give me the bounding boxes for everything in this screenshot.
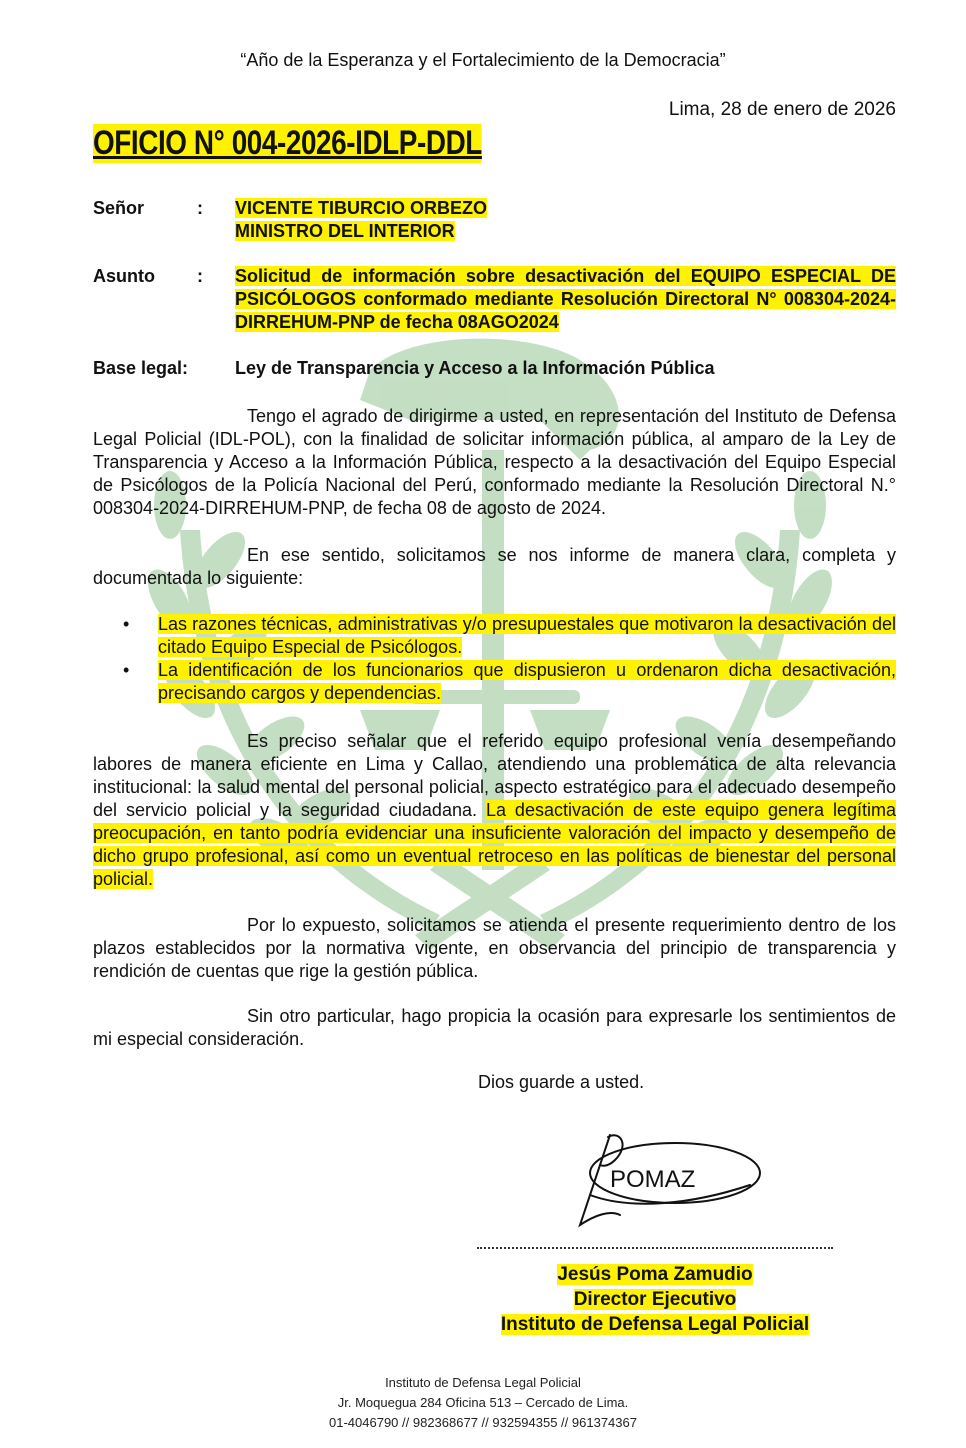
bullet-icon: • [123,614,130,634]
request-list [93,613,896,705]
legal-basis-block [93,357,896,381]
footer-phones: 01-4046790 // 982368677 // 932594355 // 961374367 [329,1415,637,1430]
subject-text: Solicitud de información sobre desactivación del EQUIPO ESPECIAL DE PSICÓLOGOS conformado mediante Resolución Directoral N° 008304-2024-DIRREHUM-PNP de fecha 08AGO2024 [235,266,896,332]
recipient-name: VICENTE TIBURCIO ORBEZO [235,198,488,218]
signer-block [460,1262,850,1337]
paragraph-1-text: Tengo el agrado de dirigirme a usted, en representación del Instituto de Defensa Legal Policial (IDL-POL), con la finalidad de solicitar información pública, al amparo de la Ley de Transparencia y Acceso a la Información Pública, respecto a la desactivación del Equipo Especial de Psicólogos de la Policía Nacional del Perú, conformado mediante la Resolución Directoral N.° 008304-2024-DIRREHUM-PNP, de fecha 08 de agosto de 2024. [93,406,896,518]
paragraph-3-highlight: La desactivación de este equipo genera legítima preocupación, en tanto podría evidenciar una insuficiente valoración del impacto y desempeño de dicho grupo profesional, así como un eventual retroceso en las políticas de bienestar del personal policial. [93,800,896,889]
paragraph-3-text: Es preciso señalar que el referido equipo profesional venía desempeñando labores de manera eficiente en Lima y Callao, atendiendo una problemática de alta relevancia institucional: la salud mental del personal policial, aspecto estratégico para el adecuado desempeño del servicio policial y la seguridad ciudadana. [93,731,896,820]
bullet-icon: • [123,660,130,680]
paragraph-2-text: En ese sentido, solicitamos se nos informe de manera clara, completa y documentada lo siguiente: [93,545,896,588]
subject-colon: : [197,266,203,286]
recipient-label: Señor [93,198,145,218]
subject-label: Asunto [93,266,155,286]
paragraph-5-text: Sin otro particular, hago propicia la ocasión para expresarle los sentimientos de mi especial consideración. [93,1006,896,1049]
document-date: Lima, 28 de enero de 2026 [668,99,896,120]
paragraph-3 [93,730,896,891]
page-footer [0,1373,966,1433]
list-item [93,613,896,659]
oficio-number: OFICIO N° 004-2026-IDLP-DDL [93,124,482,162]
signer-name: Jesús Poma Zamudio [557,1264,753,1285]
signer-organization: Instituto de Defensa Legal Policial [500,1314,810,1335]
signature-handwriting: POMAZ [610,1166,696,1193]
recipient-position: MINISTRO DEL INTERIOR [235,221,455,241]
recipient-block [93,197,896,245]
subject-block [93,265,896,337]
paragraph-4 [93,914,896,983]
year-motto: “Año de la Esperanza y el Fortalecimiento de la Democracia” [240,50,726,70]
paragraph-1 [93,405,896,520]
list-item-text: Las razones técnicas, administrativas y/o presupuestales que motivaron la desactivación del citado Equipo Especial de Psicólogos. [158,614,896,657]
signature-line [477,1247,833,1249]
footer-org-name: Instituto de Defensa Legal Policial [385,1375,581,1390]
signer-title: Director Ejecutivo [573,1289,737,1310]
footer-address: Jr. Moquegua 284 Oficina 513 – Cercado de Lima. [337,1395,629,1410]
list-item [93,659,896,705]
handwritten-signature [570,1125,770,1245]
legal-basis-label: Base legal: [93,358,189,378]
closing-salutation: Dios guarde a usted. [478,1072,645,1092]
paragraph-4-text: Por lo expuesto, solicitamos se atienda el presente requerimiento dentro de los plazos establecidos por la normativa vigente, en observancia del principio de transparencia y rendición de cuentas que rige la gestión pública. [93,915,896,981]
list-item-text: La identificación de los funcionarios que dispusieron u ordenaron dicha desactivación, precisando cargos y dependencias. [158,660,896,703]
paragraph-5 [93,1005,896,1051]
recipient-colon: : [197,198,203,218]
paragraph-2 [93,544,896,590]
legal-basis-text: Ley de Transparencia y Acceso a la Información Pública [235,358,715,378]
